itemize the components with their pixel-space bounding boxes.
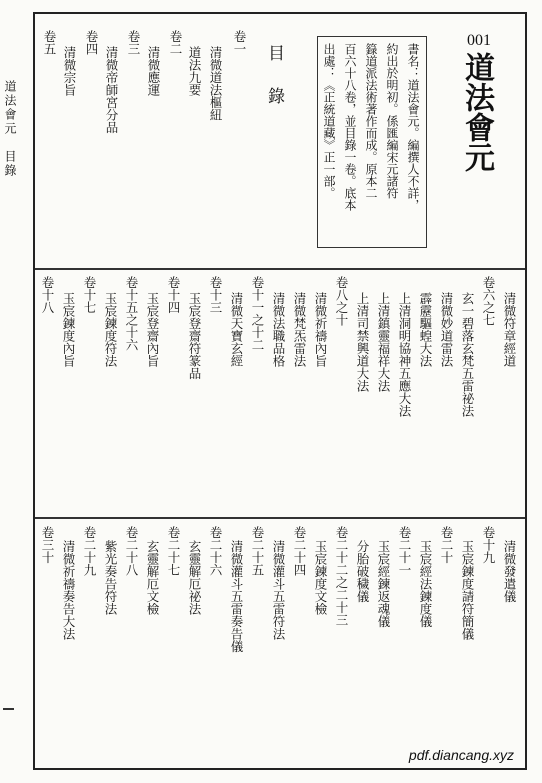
vol-label: 卷十四 xyxy=(166,276,181,314)
vol-label: 卷三 xyxy=(126,30,141,55)
toc-entry: 清微妙道雷法 xyxy=(439,292,454,367)
toc-entry: 上清洞明協神五應大法 xyxy=(397,292,412,417)
toc-entry: 玉宸鍊度內旨 xyxy=(61,292,76,367)
section-divider xyxy=(35,268,525,270)
toc-entry: 玉宸鍊度符法 xyxy=(103,292,118,367)
info-line-5: 出處：《正統道藏》正一部。 xyxy=(322,43,336,199)
vol-label: 卷二十九 xyxy=(82,526,97,576)
vol-label: 卷四 xyxy=(84,30,99,55)
toc-entry: 清微符章經道 xyxy=(502,292,517,367)
vol-label: 卷二十七 xyxy=(166,526,181,576)
side-title: 道法會元 目錄 xyxy=(3,80,17,178)
vol-label: 卷十七 xyxy=(82,276,97,314)
toc-entry: 清微祈禱內旨 xyxy=(313,292,328,367)
contents-heading: 目錄 xyxy=(264,44,284,130)
book-number: 001 xyxy=(467,32,491,49)
toc-entry: 玉宸登齋內旨 xyxy=(145,292,160,367)
side-margin-line xyxy=(3,708,14,710)
toc-entry: 清微宗旨 xyxy=(62,46,77,96)
vol-label: 卷二 xyxy=(168,30,183,55)
vol-label: 卷二十四 xyxy=(292,526,307,576)
toc-entry: 玄靈解厄文檢 xyxy=(145,540,160,615)
toc-entry: 玉宸鍊度文檢 xyxy=(313,540,328,615)
toc-entry: 玉宸經鍊返魂儀 xyxy=(376,540,391,628)
vol-label: 卷二十二之二十三 xyxy=(334,526,349,626)
info-line-2: 約出於明初。係匯編宋元諸符 xyxy=(385,43,399,199)
toc-entry: 分胎破穢儀 xyxy=(355,540,370,603)
vol-label: 卷二十五 xyxy=(250,526,265,576)
toc-entry: 清微應運 xyxy=(146,46,161,96)
toc-entry: 道法九要 xyxy=(187,46,202,96)
toc-entry: 清微灌斗五雷符法 xyxy=(271,540,286,640)
toc-entry: 清微灌斗五雷奏告儀 xyxy=(229,540,244,653)
toc-entry: 清微法職品格 xyxy=(271,292,286,367)
vol-label: 卷十五之十六 xyxy=(124,276,139,351)
vol-label: 卷五 xyxy=(42,30,57,55)
watermark: pdf.diancang.xyz xyxy=(408,747,514,763)
toc-entry: 上清司禁興道大法 xyxy=(355,292,370,392)
vol-label: 卷二十 xyxy=(439,526,454,564)
toc-entry: 玉宸鍊度請符簡儀 xyxy=(460,540,475,640)
vol-label: 卷八之十 xyxy=(334,276,349,326)
info-line-3: 籙道派法術著作而成。原本二 xyxy=(364,43,378,199)
vol-label: 卷十九 xyxy=(481,526,496,564)
toc-entry: 清微帝師宮分品 xyxy=(104,46,119,134)
toc-entry: 清微道法樞紐 xyxy=(208,46,223,121)
vol-label: 卷一 xyxy=(232,30,247,55)
toc-entry: 霹靂驅蝗大法 xyxy=(418,292,433,367)
toc-entry: 玄一碧落玄梵五雷祕法 xyxy=(460,292,475,417)
vol-label: 卷十八 xyxy=(40,276,55,314)
info-line-4: 百六十八卷，並目錄一卷。底本 xyxy=(343,43,357,211)
info-line-1: 書名：道法會元。編撰人不詳， xyxy=(406,43,420,211)
vol-label: 卷十三 xyxy=(208,276,223,314)
vol-label: 卷二十六 xyxy=(208,526,223,576)
vol-label: 卷十一之十二 xyxy=(250,276,265,351)
toc-entry: 玉宸經法鍊度儀 xyxy=(418,540,433,628)
vol-label: 卷三十 xyxy=(40,526,55,564)
section-divider xyxy=(35,517,525,519)
toc-entry: 清微祈禱奏告大法 xyxy=(61,540,76,640)
toc-entry: 玉宸登齋符篆品 xyxy=(187,292,202,380)
vol-label: 卷二十八 xyxy=(124,526,139,576)
toc-entry: 清微發遣儀 xyxy=(502,540,517,603)
toc-entry: 清微梵炁雷法 xyxy=(292,292,307,367)
book-title: 道法會元 xyxy=(459,52,494,172)
vol-label: 卷六之七 xyxy=(481,276,496,326)
toc-entry: 玄靈解厄祕法 xyxy=(187,540,202,615)
toc-entry: 上清鎮靈福祥大法 xyxy=(376,292,391,392)
toc-entry: 紫光奏告符法 xyxy=(103,540,118,615)
toc-entry: 清微天寶玄經 xyxy=(229,292,244,367)
vol-label: 卷二十一 xyxy=(397,526,412,576)
